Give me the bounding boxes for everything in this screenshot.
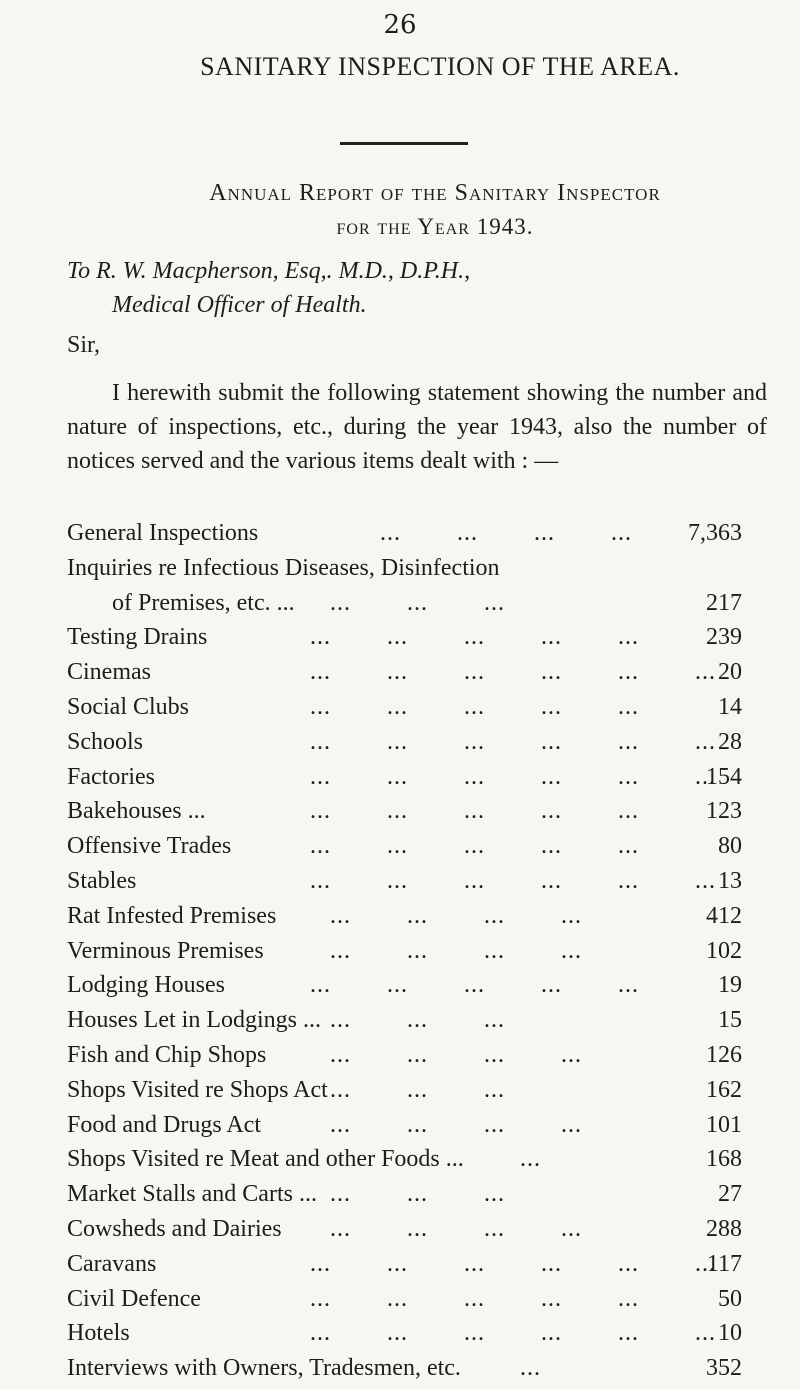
inspection-item-leader-dots: ... ... ...: [330, 1181, 505, 1208]
inspection-item-count: 20: [718, 659, 742, 686]
inspection-item-leader-dots: ... ... ... ... ...: [310, 694, 639, 720]
inspection-item: [0, 520, 800, 554]
inspection-item-label: Shops Visited re Meat and other Foods ...: [67, 1146, 464, 1173]
inspection-item-leader-dots: ... ... ... ...: [330, 1111, 582, 1138]
inspection-item-label: Food and Drugs Act: [67, 1111, 261, 1138]
inspection-item-label: Caravans: [67, 1250, 157, 1277]
inspection-item: [0, 833, 800, 867]
inspection-item-label: General Inspections: [67, 520, 259, 546]
inspection-item-leader-dots: ... ... ... ... ...: [310, 798, 639, 825]
inspection-item-leader-dots: ...: [520, 1146, 541, 1173]
inspection-item-leader-dots: ... ... ... ...: [330, 1216, 582, 1242]
inspection-item-label: Factories: [67, 763, 155, 790]
inspection-item-label: Shops Visited re Shops Act: [67, 1076, 328, 1103]
page-number: 26: [383, 10, 417, 40]
inspection-item-label: Cinemas: [67, 659, 151, 686]
inspection-item-count: 19: [718, 972, 742, 999]
inspection-item: [0, 590, 800, 624]
inspection-item: [0, 1007, 800, 1041]
inspection-item-leader-dots: ... ... ... ... ... ...: [310, 1320, 716, 1347]
inspection-item: [0, 1286, 800, 1320]
report-subtitle: for the Year 1943.: [336, 214, 534, 239]
inspection-item-label: Social Clubs: [67, 694, 190, 720]
inspection-item-count: 7,363: [688, 520, 742, 546]
inspection-item-label: Lodging Houses: [67, 972, 225, 999]
inspection-item-label: Inquiries re Infectious Diseases, Disinfection: [67, 554, 500, 581]
inspection-item-label: Stables: [67, 868, 137, 894]
report-title: Annual Report of the Sanitary Inspector: [209, 180, 661, 206]
inspection-item: [0, 1146, 800, 1180]
inspection-item-leader-dots: ... ... ... ... ... ...: [310, 728, 716, 755]
heading-rule: [340, 142, 468, 145]
inspection-item-count: 102: [706, 937, 742, 964]
inspection-item-count: 168: [706, 1146, 742, 1173]
inspection-item-leader-dots: ... ... ... ... ...: [310, 972, 639, 999]
inspection-item-count: 101: [706, 1111, 742, 1138]
inspection-item: [0, 555, 800, 589]
inspection-item: [0, 659, 800, 693]
inspection-item-leader-dots: ... ... ... ...: [330, 937, 582, 964]
inspection-item-count: 14: [718, 694, 742, 720]
inspection-item: [0, 1216, 800, 1250]
inspection-item-count: 13: [718, 868, 742, 894]
inspection-item-leader-dots: ... ... ... ... ... ...: [310, 763, 716, 790]
inspection-item-label: Houses Let in Lodgings ...: [67, 1007, 321, 1034]
inspection-item-count: 217: [706, 589, 742, 616]
inspection-item-count: 80: [718, 833, 742, 860]
inspection-item-leader-dots: ... ... ... ... ...: [310, 833, 639, 860]
inspection-item-count: 412: [706, 902, 742, 929]
inspection-item-count: 27: [718, 1181, 742, 1208]
inspection-item-label: Rat Infested Premises: [67, 902, 277, 929]
inspection-item-label: Civil Defence: [67, 1285, 201, 1312]
addressee: To R. W. Macpherson, Esq,. M.D., D.P.H.,: [67, 258, 471, 284]
inspection-item-leader-dots: ... ... ... ... ... ...: [310, 1250, 716, 1277]
inspection-item-label: Market Stalls and Carts ...: [67, 1181, 317, 1208]
inspection-item: [0, 972, 800, 1006]
inspection-item-leader-dots: ... ... ...: [330, 1007, 505, 1034]
inspection-item-label: Schools: [67, 728, 144, 755]
inspection-item-label: Bakehouses ...: [67, 798, 206, 825]
inspection-item-leader-dots: ... ... ...: [330, 589, 505, 616]
inspection-item-count: 352: [706, 1355, 742, 1382]
inspection-item: [0, 1320, 800, 1354]
section-heading: SANITARY INSPECTION OF THE AREA.: [200, 52, 680, 81]
inspection-item: [0, 1355, 800, 1389]
inspection-item-leader-dots: ...: [520, 1355, 541, 1382]
inspection-item-count: 10: [718, 1320, 742, 1347]
inspection-item: [0, 903, 800, 937]
inspection-item-count: 126: [706, 1042, 742, 1068]
intro-paragraph: I herewith submit the following statement showing the number and nature of inspections, etc., during the year 1943, also the number of notices served and the various items dealt with : —: [67, 380, 767, 474]
inspection-item-leader-dots: ... ... ...: [330, 1076, 505, 1103]
salutation: Sir,: [67, 332, 101, 358]
inspection-item: [0, 798, 800, 832]
inspection-item: [0, 938, 800, 972]
inspection-item-count: 15: [718, 1007, 742, 1034]
inspection-item: [0, 868, 800, 902]
inspection-item: [0, 764, 800, 798]
inspection-item-label: of Premises, etc. ...: [112, 589, 295, 616]
inspection-item-label: Hotels: [67, 1320, 130, 1347]
inspection-item: [0, 1112, 800, 1146]
inspection-item-leader-dots: ... ... ... ... ...: [310, 1285, 639, 1312]
inspection-item: [0, 729, 800, 763]
inspection-item-label: Verminous Premises: [67, 937, 264, 964]
inspection-item: [0, 1251, 800, 1285]
inspection-item-count: 288: [706, 1216, 742, 1242]
inspection-item-leader-dots: ... ... ... ... ... ...: [310, 868, 716, 894]
inspection-item-count: 50: [718, 1285, 742, 1312]
inspection-item-leader-dots: ... ... ... ...: [330, 1042, 582, 1068]
inspection-item: [0, 624, 800, 658]
inspection-item-leader-dots: ... ... ... ...: [380, 520, 632, 546]
inspection-item: [0, 1042, 800, 1076]
inspection-item-label: Cowsheds and Dairies: [67, 1216, 282, 1242]
inspection-item-count: 162: [706, 1076, 742, 1103]
inspection-item: [0, 1077, 800, 1111]
inspection-item-count: 28: [718, 728, 742, 755]
inspection-item: [0, 1181, 800, 1215]
inspection-item-label: Testing Drains: [67, 624, 208, 651]
inspection-item-label: Fish and Chip Shops: [67, 1042, 267, 1068]
inspection-item-leader-dots: ... ... ... ...: [330, 902, 582, 929]
inspection-item-leader-dots: ... ... ... ... ...: [310, 624, 639, 651]
inspection-item-leader-dots: ... ... ... ... ... ...: [310, 659, 716, 686]
inspection-item-count: 239: [706, 624, 742, 651]
inspection-item-count: 123: [706, 798, 742, 825]
addressee-role: Medical Officer of Health.: [112, 292, 367, 318]
inspection-item-label: Offensive Trades: [67, 833, 232, 860]
inspection-item-label: Interviews with Owners, Tradesmen, etc.: [67, 1355, 461, 1382]
inspection-item-count: 117: [706, 1250, 742, 1277]
inspection-item-count: 154: [706, 763, 742, 790]
inspection-item: [0, 694, 800, 728]
